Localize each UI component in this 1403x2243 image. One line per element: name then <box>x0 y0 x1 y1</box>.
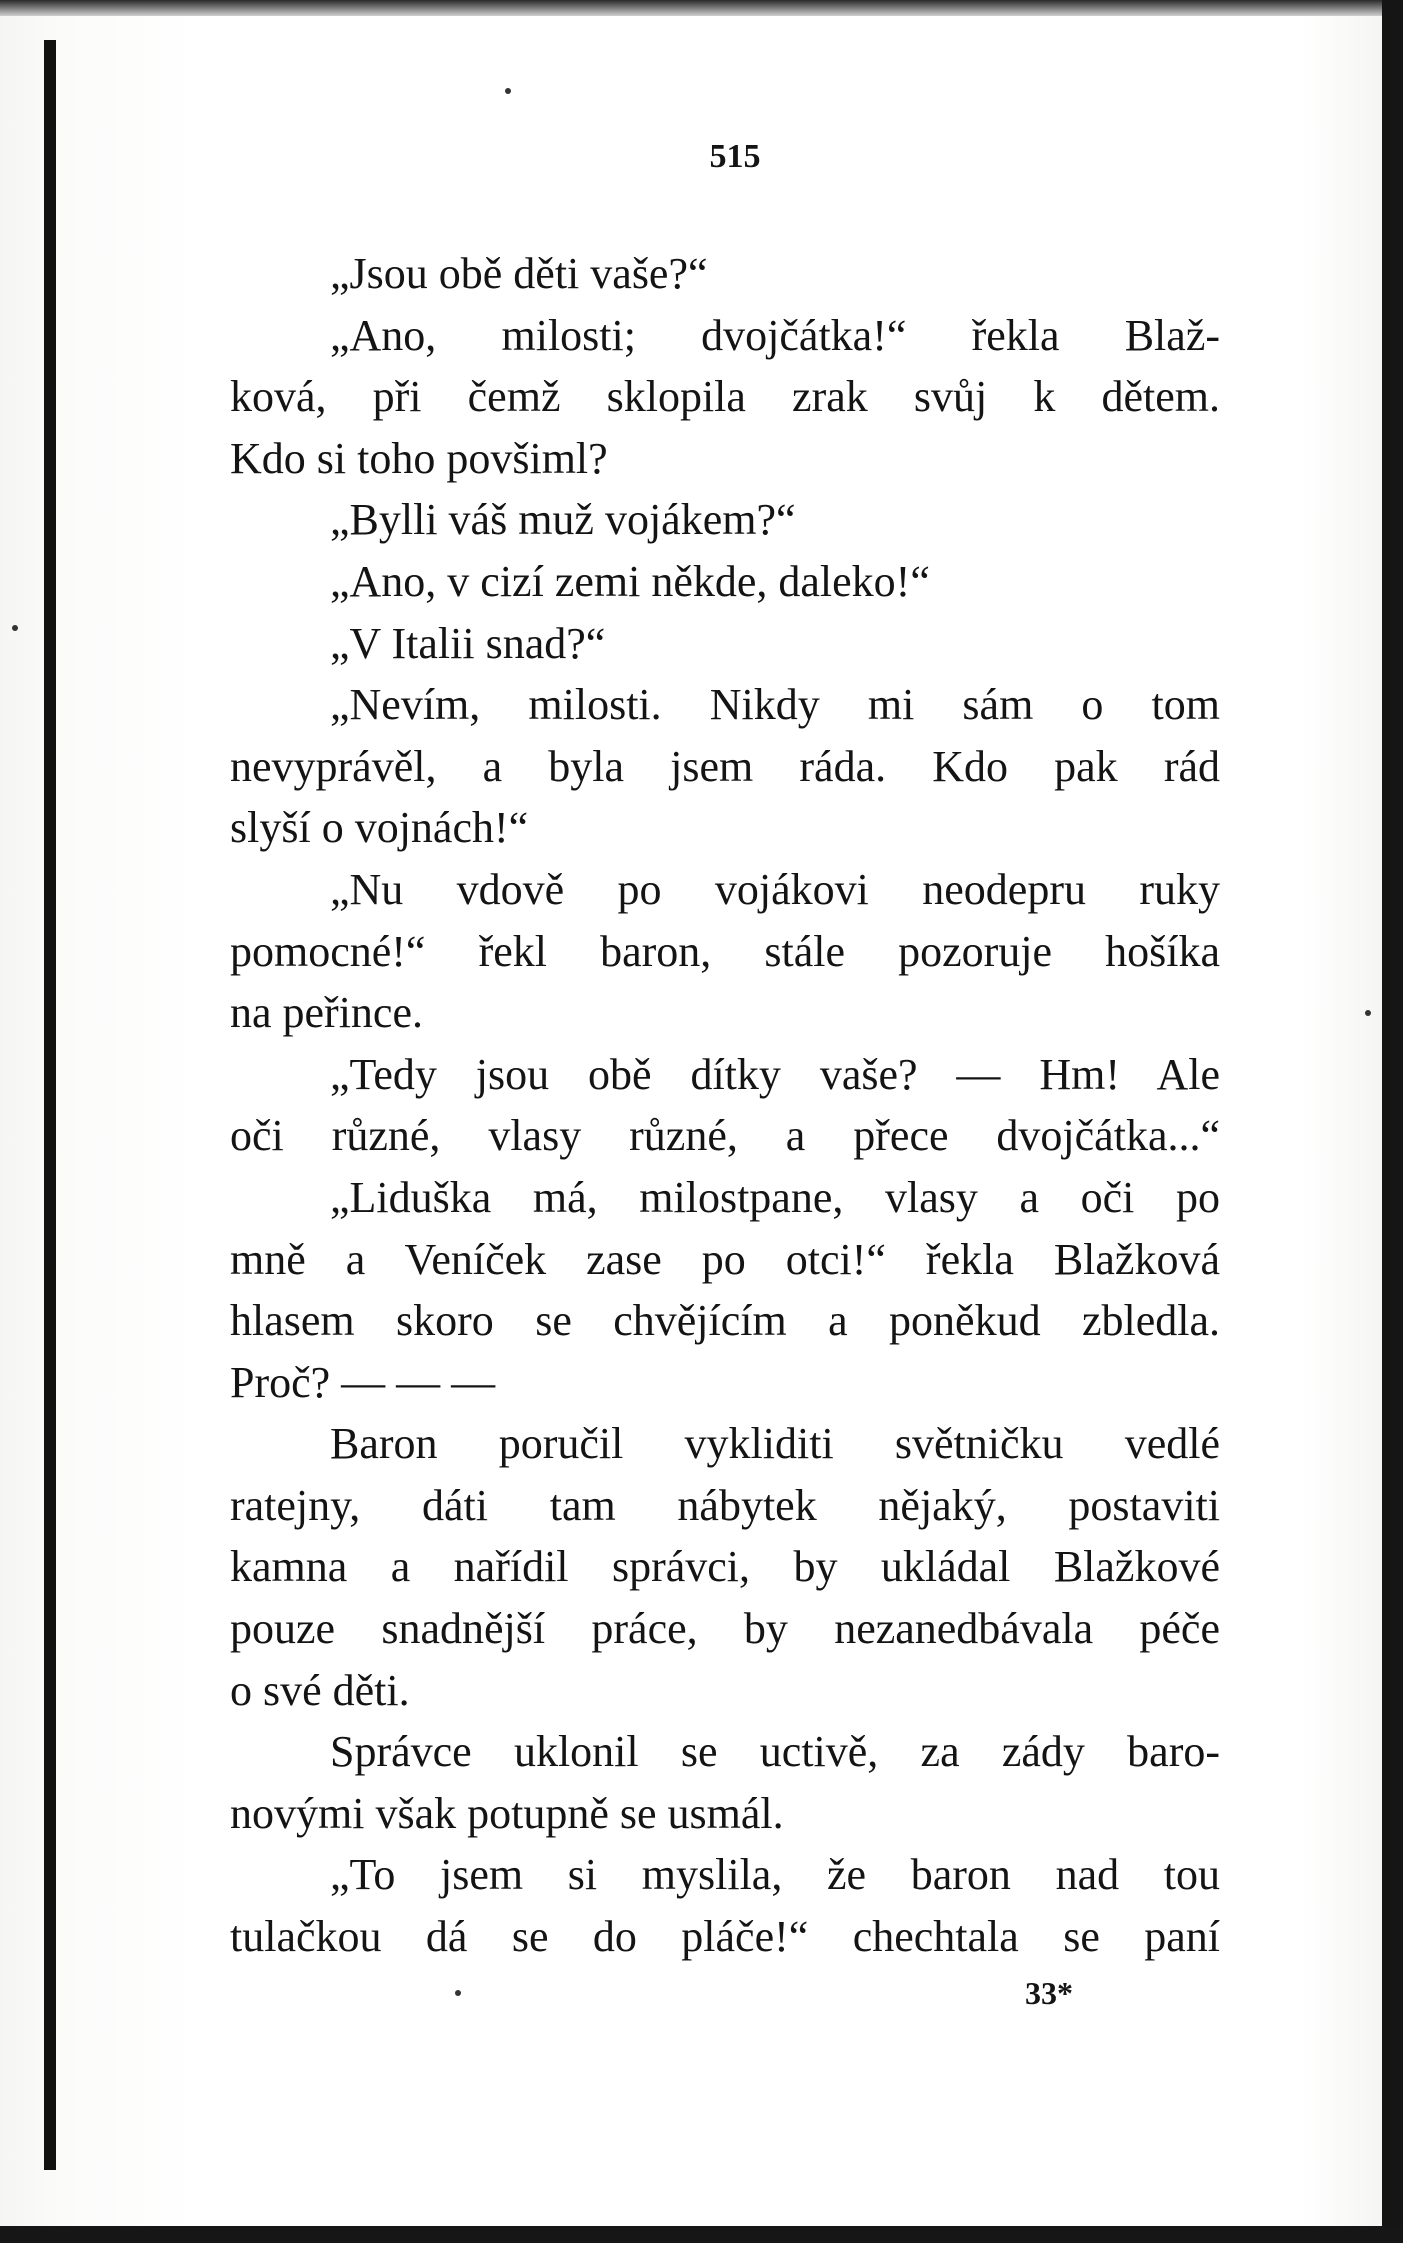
text-line: „Bylli váš muž vojákem?“ <box>330 495 796 545</box>
text-line: na peřince. <box>230 988 423 1038</box>
scan-bottom-edge <box>0 2226 1403 2243</box>
text-line: slyší o vojnách!“ <box>230 803 529 853</box>
scan-right-edge <box>1382 0 1403 2243</box>
scan-speck <box>505 88 511 94</box>
scan-speck <box>12 625 18 631</box>
text-line: „Tedy jsou obě dítky vaše? — Hm! Ale <box>330 1049 1220 1099</box>
text-line: Baron poručil vykliditi světničku vedlé <box>330 1419 1220 1469</box>
text-line: „Nevím, milosti. Nikdy mi sám o tom <box>330 680 1220 730</box>
text-line: „Ano, v cizí zemi někde, daleko!“ <box>330 556 930 606</box>
text-line: tulačkou dá se do pláče!“ chechtala se paní <box>230 1912 1220 1962</box>
text-line: ková, při čemž sklopila zrak svůj k dětem. <box>230 372 1220 422</box>
text-line: „Ano, milosti; dvojčátka!“ řekla Blaž- <box>330 310 1220 360</box>
text-line: oči různé, vlasy různé, a přece dvojčátka...“ <box>230 1111 1220 1161</box>
text-line: „V Italii snad?“ <box>330 618 606 668</box>
text-line: Proč? — — — <box>230 1357 496 1407</box>
text-line: pomocné!“ řekl baron, stále pozoruje hošíka <box>230 926 1220 976</box>
scan-speck <box>455 1990 461 1996</box>
text-line: pouze snadnější práce, by nezanedbávala péče <box>230 1604 1220 1654</box>
body-text <box>230 243 1220 1968</box>
text-line: „Jsou obě děti vaše?“ <box>330 249 708 298</box>
scan-top-edge <box>0 0 1403 16</box>
text-line: Kdo si toho povšiml? <box>230 433 608 483</box>
text-line: mně a Veníček zase po otci!“ řekla Blažková <box>230 1234 1220 1284</box>
text-line: o své děti. <box>230 1665 410 1715</box>
printer-signature-mark: 33* <box>1025 1975 1073 2011</box>
text-line: hlasem skoro se chvějícím a poněkud zbledla. <box>230 1296 1220 1346</box>
text-line: „Nu vdově po vojákovi neodepru ruky <box>330 864 1220 914</box>
text-line: ratejny, dáti tam nábytek nějaký, postaviti <box>230 1480 1220 1530</box>
page-number: 515 <box>709 138 761 175</box>
text-line: novými však potupně se usmál. <box>230 1788 784 1838</box>
text-line: Správce uklonil se uctivě, za zády baro- <box>330 1727 1220 1777</box>
scan-speck <box>1365 1010 1371 1016</box>
text-line: nevyprávěl, a byla jsem ráda. Kdo pak rád <box>230 741 1220 791</box>
scan-left-binding <box>44 40 56 2170</box>
text-line: kamna a nařídil správci, by ukládal Blažkové <box>230 1542 1220 1592</box>
text-line: „Liduška má, milostpane, vlasy a oči po <box>330 1172 1220 1222</box>
text-line: „To jsem si myslila, že baron nad tou <box>330 1850 1220 1900</box>
